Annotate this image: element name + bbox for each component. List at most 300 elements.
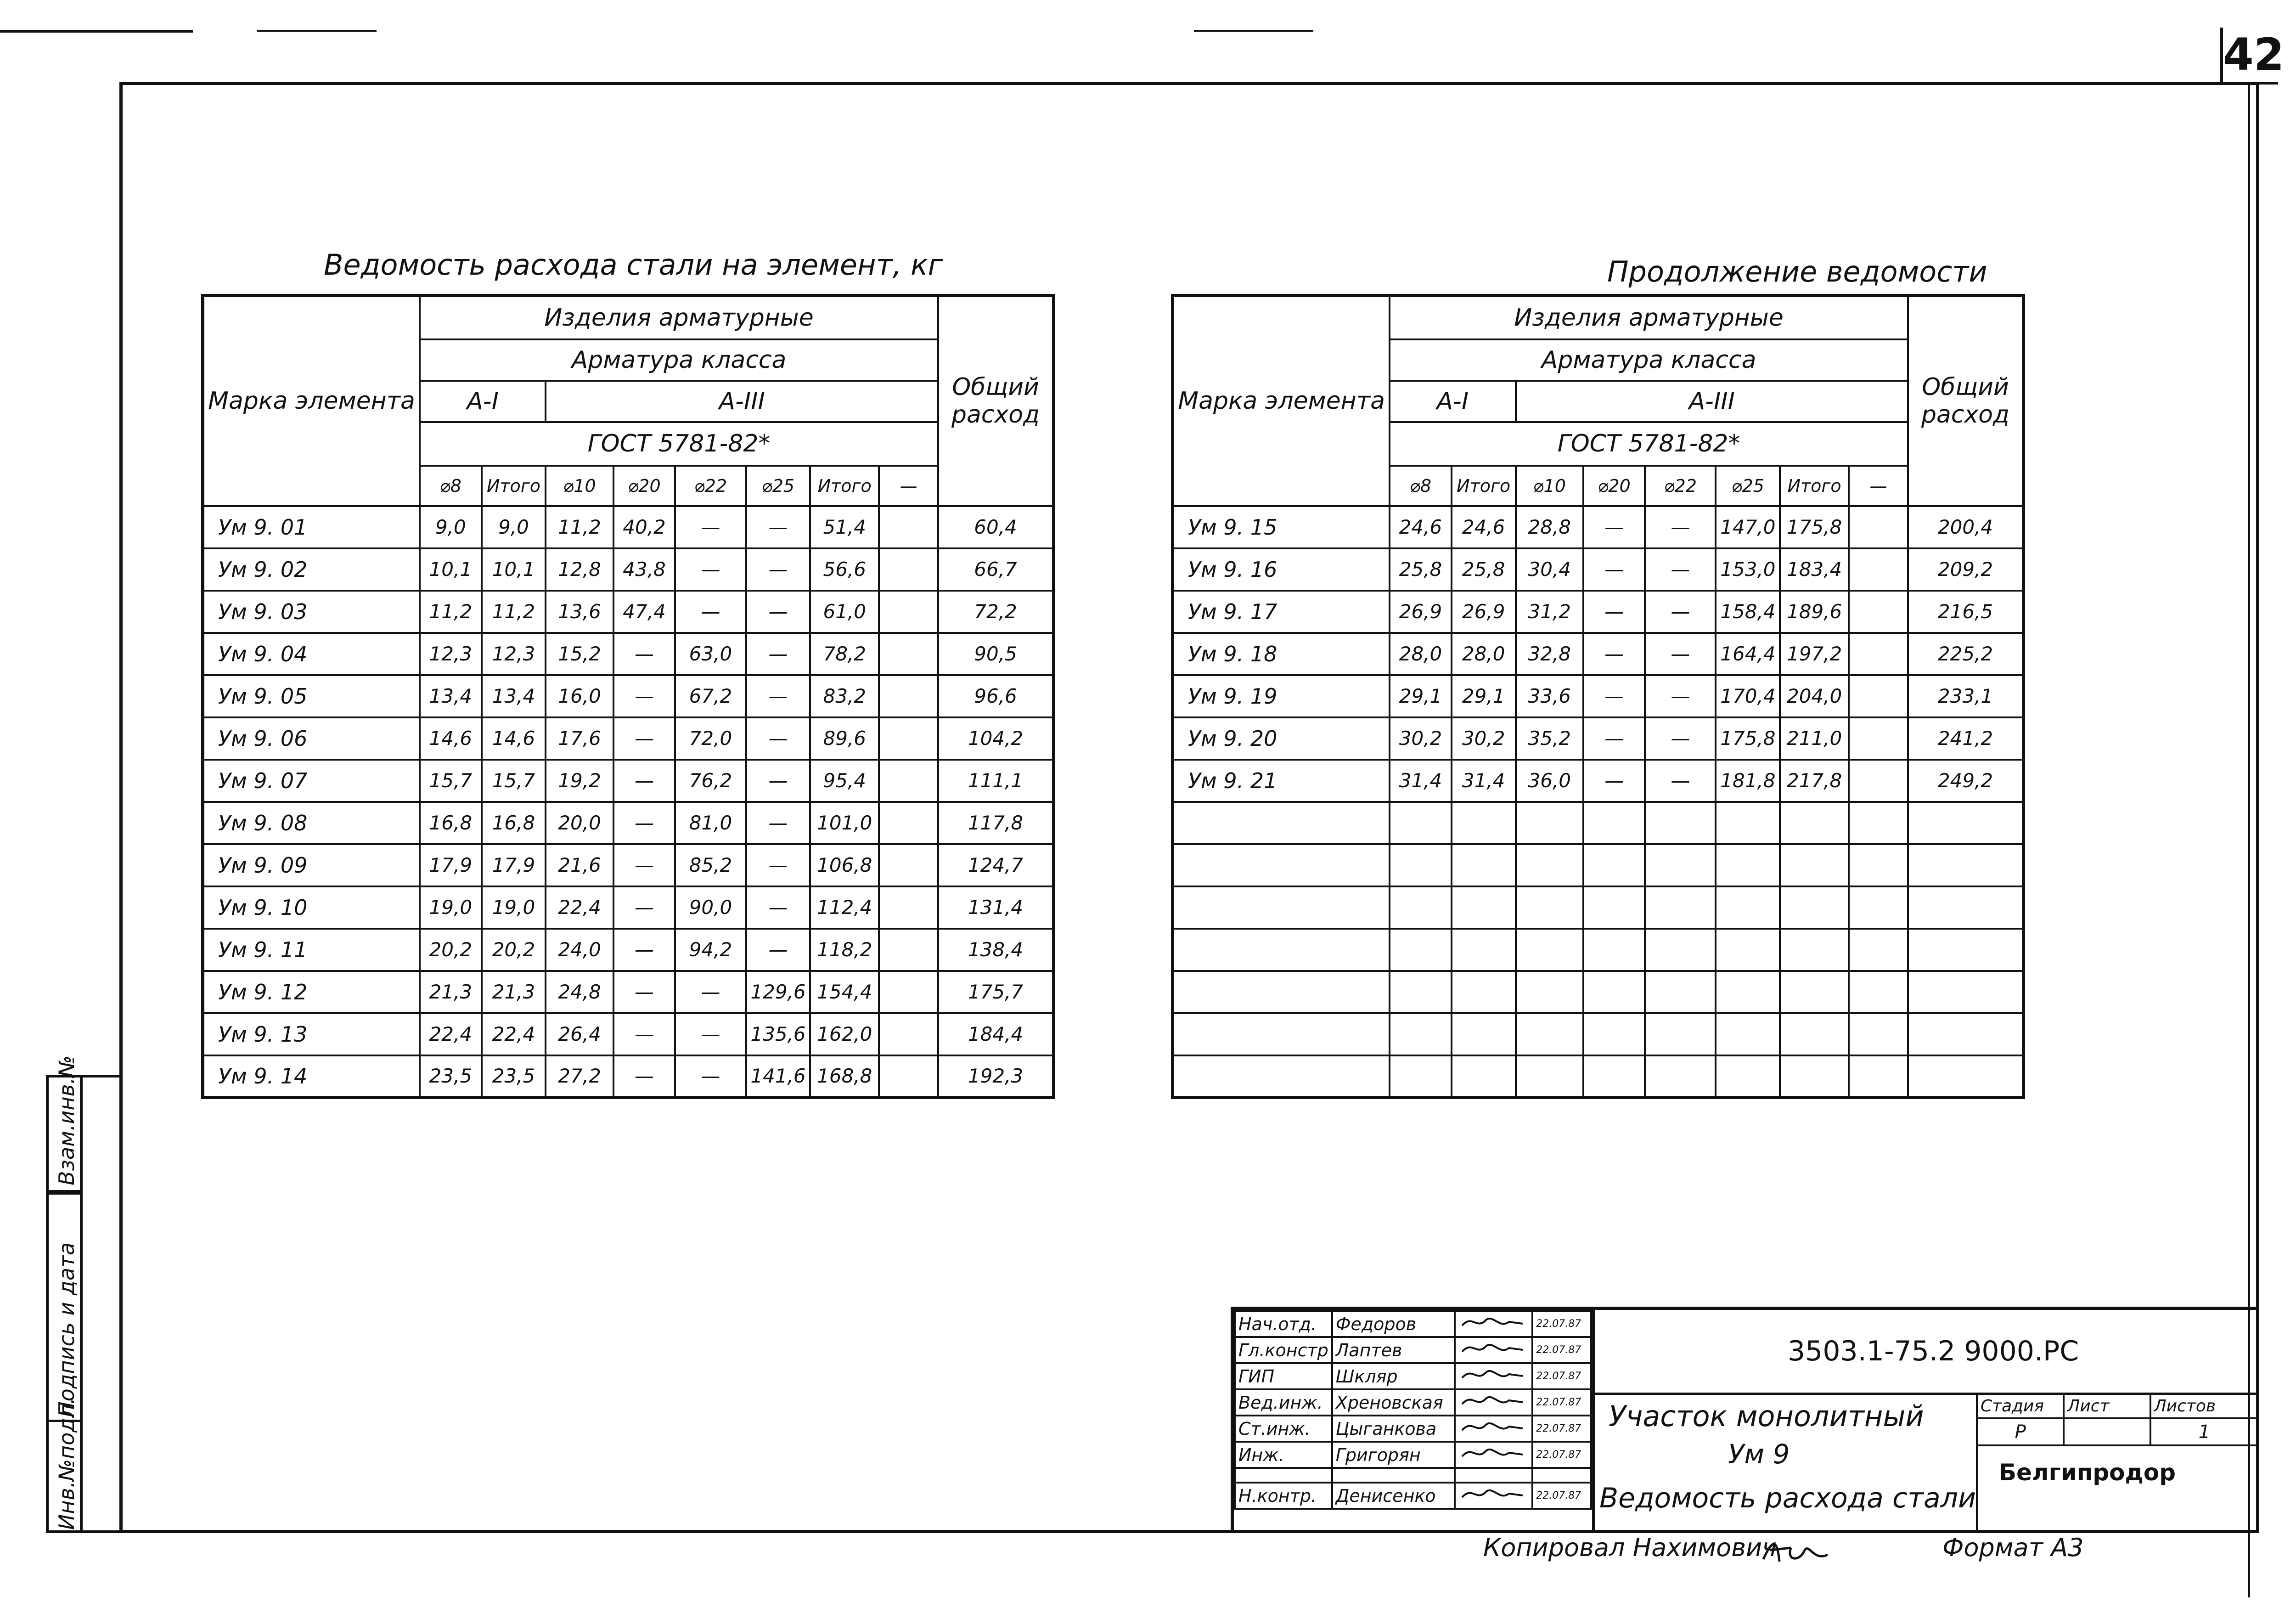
- table-cell: 12,3: [482, 633, 546, 675]
- table-cell: —: [1645, 717, 1716, 760]
- table-cell: 112,4: [810, 886, 879, 929]
- staff-row: [1235, 1416, 1591, 1442]
- element-mark: Ум 9. 07: [203, 760, 420, 802]
- steel-table-right: [1171, 294, 2025, 1099]
- stamp-code-cell: [1595, 1310, 2259, 1395]
- empty-cell: [1908, 802, 2023, 844]
- table-cell: —: [746, 548, 810, 591]
- staff-signature: [1455, 1442, 1532, 1468]
- element-mark: Ум 9. 20: [1173, 717, 1390, 760]
- stamp-name-cell: [1595, 1393, 1978, 1530]
- header-class: Арматура класса: [1390, 339, 1908, 381]
- table-cell: 106,8: [810, 844, 879, 886]
- table-row: [203, 760, 1054, 802]
- table-cell: 175,8: [1780, 506, 1849, 548]
- table-cell: 17,6: [546, 717, 613, 760]
- table-cell: —: [746, 886, 810, 929]
- table-cell: 16,8: [420, 802, 482, 844]
- col-header: —: [879, 466, 938, 506]
- table-cell: —: [746, 802, 810, 844]
- empty-cell: [1645, 802, 1716, 844]
- table-cell: [1849, 633, 1908, 675]
- empty-cell: [1516, 802, 1583, 844]
- steel-table-left: [201, 294, 1055, 1099]
- table-cell: [879, 802, 938, 844]
- empty-cell: [1583, 886, 1645, 929]
- total-value: 72,2: [938, 591, 1053, 633]
- table-cell: [879, 548, 938, 591]
- total-value: 209,2: [1908, 548, 2023, 591]
- signature-icon: [1458, 1390, 1527, 1410]
- empty-cell: [1390, 929, 1452, 971]
- table-row: [1173, 760, 2024, 802]
- empty-cell: [1645, 844, 1716, 886]
- empty-cell: [1390, 1055, 1452, 1098]
- table-cell: 43,8: [613, 548, 675, 591]
- empty-cell: [1173, 1055, 1390, 1098]
- empty-cell: [1452, 971, 1516, 1013]
- table-row: [1173, 548, 2024, 591]
- empty-table-row: [1173, 1055, 2024, 1098]
- table-cell: 101,0: [810, 802, 879, 844]
- total-value: 124,7: [938, 844, 1053, 886]
- total-value: 184,4: [938, 1013, 1053, 1055]
- element-mark: Ум 9. 06: [203, 717, 420, 760]
- table-cell: 19,0: [482, 886, 546, 929]
- table-cell: 26,9: [1452, 591, 1516, 633]
- staff-date: 22.07.87: [1532, 1311, 1591, 1337]
- empty-cell: [1716, 802, 1780, 844]
- staff-role: Нач.отд.: [1235, 1311, 1332, 1337]
- table-cell: 33,6: [1516, 675, 1583, 717]
- side-stamp: [46, 1055, 83, 1533]
- table-row: [1173, 717, 2024, 760]
- table-cell: 61,0: [810, 591, 879, 633]
- table-cell: 81,0: [675, 802, 746, 844]
- empty-cell: [1452, 1013, 1516, 1055]
- table-cell: —: [675, 971, 746, 1013]
- empty-cell: [1173, 844, 1390, 886]
- element-mark: Ум 9. 08: [203, 802, 420, 844]
- total-value: 192,3: [938, 1055, 1053, 1098]
- table-cell: [879, 717, 938, 760]
- table-cell: 40,2: [613, 506, 675, 548]
- empty-cell: [1849, 844, 1908, 886]
- table-cell: —: [613, 1013, 675, 1055]
- element-mark: Ум 9. 18: [1173, 633, 1390, 675]
- empty-cell: [1849, 971, 1908, 1013]
- table-cell: 56,6: [810, 548, 879, 591]
- table-cell: 181,8: [1716, 760, 1780, 802]
- element-mark: Ум 9. 15: [1173, 506, 1390, 548]
- table-cell: 10,1: [482, 548, 546, 591]
- table-cell: 20,2: [482, 929, 546, 971]
- object-mark: Ум 9: [1728, 1438, 1790, 1470]
- empty-cell: [1716, 886, 1780, 929]
- table-cell: 26,9: [1390, 591, 1452, 633]
- empty-cell: [1173, 1013, 1390, 1055]
- col-header: ⌀8: [1390, 466, 1452, 506]
- top-edge-line: [0, 30, 193, 33]
- col-header: Итого: [1780, 466, 1849, 506]
- table-cell: —: [746, 675, 810, 717]
- sheet-number: 42: [2220, 28, 2278, 85]
- empty-cell: [1583, 844, 1645, 886]
- empty-cell: [1583, 802, 1645, 844]
- empty-cell: [1908, 971, 2023, 1013]
- table-cell: 27,2: [546, 1055, 613, 1098]
- total-value: 111,1: [938, 760, 1053, 802]
- empty-cell: [1780, 1013, 1849, 1055]
- table-cell: 154,4: [810, 971, 879, 1013]
- empty-cell: [1716, 971, 1780, 1013]
- staff-date: 22.07.87: [1532, 1389, 1591, 1416]
- table-cell: 19,2: [546, 760, 613, 802]
- table-cell: 141,6: [746, 1055, 810, 1098]
- header-gost: ГОСТ 5781-82*: [1390, 422, 1908, 466]
- table-cell: —: [675, 506, 746, 548]
- staff-role: Вед.инж.: [1235, 1389, 1332, 1416]
- table-cell: 22,4: [546, 886, 613, 929]
- stage-grid: [1976, 1393, 2259, 1446]
- drawing-code: 3503.1-75.2 9000.РС: [1788, 1335, 2079, 1367]
- col-header: ⌀8: [420, 466, 482, 506]
- table-cell: [879, 886, 938, 929]
- table-cell: 13,4: [420, 675, 482, 717]
- table-cell: —: [1645, 506, 1716, 548]
- empty-cell: [1780, 1055, 1849, 1098]
- table-cell: —: [1583, 633, 1645, 675]
- table-cell: 15,2: [546, 633, 613, 675]
- table-cell: 22,4: [482, 1013, 546, 1055]
- header-gost: ГОСТ 5781-82*: [420, 422, 938, 466]
- empty-cell: [1452, 886, 1516, 929]
- table-cell: [1849, 717, 1908, 760]
- table-cell: —: [1645, 633, 1716, 675]
- empty-cell: [1452, 929, 1516, 971]
- table-cell: [1849, 591, 1908, 633]
- table-cell: —: [1583, 548, 1645, 591]
- empty-cell: [1645, 929, 1716, 971]
- table-cell: —: [613, 929, 675, 971]
- staff-name: [1332, 1468, 1455, 1483]
- header-class-a1: А-I: [1390, 381, 1515, 422]
- table-cell: —: [746, 506, 810, 548]
- table-cell: [879, 591, 938, 633]
- staff-name: Хреновская: [1332, 1389, 1455, 1416]
- col-header: Итого: [810, 466, 879, 506]
- header-class-a3: А-III: [1516, 381, 1908, 422]
- table-cell: [1849, 548, 1908, 591]
- empty-cell: [1645, 1055, 1716, 1098]
- signature-icon: [1458, 1416, 1527, 1437]
- stage-label: Стадия: [1977, 1393, 2064, 1418]
- staff-date: [1532, 1468, 1591, 1483]
- empty-cell: [1583, 1055, 1645, 1098]
- empty-cell: [1390, 886, 1452, 929]
- table-cell: —: [613, 717, 675, 760]
- empty-cell: [1908, 1013, 2023, 1055]
- empty-cell: [1908, 844, 2023, 886]
- table-cell: —: [1645, 675, 1716, 717]
- side-label-inventory: Инв.№подл.: [54, 1397, 79, 1530]
- empty-cell: [1390, 1013, 1452, 1055]
- staff-role: [1235, 1468, 1332, 1483]
- table-cell: 23,5: [420, 1055, 482, 1098]
- col-header: ⌀25: [746, 466, 810, 506]
- table-cell: 217,8: [1780, 760, 1849, 802]
- top-edge-line: [257, 30, 377, 32]
- table-cell: 17,9: [420, 844, 482, 886]
- sheet-label: Лист: [2064, 1393, 2150, 1418]
- staff-signature: [1455, 1363, 1532, 1389]
- table-cell: 25,8: [1452, 548, 1516, 591]
- table-cell: 21,3: [420, 971, 482, 1013]
- table-cell: 28,0: [1452, 633, 1516, 675]
- table-cell: —: [1583, 591, 1645, 633]
- copier-signature-icon: [1759, 1534, 1837, 1571]
- header-class-a3: А-III: [546, 381, 938, 422]
- empty-cell: [1849, 929, 1908, 971]
- table-cell: 24,6: [1452, 506, 1516, 548]
- empty-cell: [1780, 886, 1849, 929]
- table-cell: [879, 675, 938, 717]
- table-cell: —: [1645, 591, 1716, 633]
- table-cell: 153,0: [1716, 548, 1780, 591]
- table-cell: 29,1: [1390, 675, 1452, 717]
- table-row: [203, 929, 1054, 971]
- empty-cell: [1583, 1013, 1645, 1055]
- table-cell: 20,0: [546, 802, 613, 844]
- empty-cell: [1516, 971, 1583, 1013]
- table-cell: 30,2: [1452, 717, 1516, 760]
- table-cell: —: [746, 717, 810, 760]
- table-cell: —: [675, 1013, 746, 1055]
- element-mark: Ум 9. 19: [1173, 675, 1390, 717]
- sheets-label: Листов: [2150, 1393, 2258, 1418]
- object-name: Участок монолитный: [1609, 1399, 1924, 1433]
- total-value: 225,2: [1908, 633, 2023, 675]
- table-cell: 32,8: [1516, 633, 1583, 675]
- empty-cell: [1908, 929, 2023, 971]
- total-value: 249,2: [1908, 760, 2023, 802]
- total-value: 175,7: [938, 971, 1053, 1013]
- empty-cell: [1452, 802, 1516, 844]
- table-cell: —: [746, 929, 810, 971]
- element-mark: Ум 9. 03: [203, 591, 420, 633]
- empty-table-row: [1173, 1013, 2024, 1055]
- table-cell: 183,4: [1780, 548, 1849, 591]
- header-mark: Марка элемента: [203, 296, 420, 506]
- table-cell: 189,6: [1780, 591, 1849, 633]
- paper-format: Формат А3: [1942, 1533, 2084, 1562]
- table-cell: [879, 506, 938, 548]
- table-cell: [879, 929, 938, 971]
- empty-table-row: [1173, 886, 2024, 929]
- table-cell: 19,0: [420, 886, 482, 929]
- side-label-signature: Подпись и дата: [54, 1242, 79, 1417]
- table-row: [1173, 506, 2024, 548]
- empty-cell: [1780, 802, 1849, 844]
- copied-by: Копировал Нахимович: [1483, 1533, 1777, 1562]
- empty-table-row: [1173, 802, 2024, 844]
- signature-icon: [1458, 1338, 1527, 1358]
- total-value: 117,8: [938, 802, 1053, 844]
- table-row: [1173, 591, 2024, 633]
- table-row: [203, 591, 1054, 633]
- table-cell: 10,1: [420, 548, 482, 591]
- table-cell: 23,5: [482, 1055, 546, 1098]
- table-row: [203, 802, 1054, 844]
- empty-cell: [1645, 886, 1716, 929]
- staff-signature: [1455, 1468, 1532, 1483]
- total-value: 241,2: [1908, 717, 2023, 760]
- total-value: 90,5: [938, 633, 1053, 675]
- empty-cell: [1516, 844, 1583, 886]
- total-value: 216,5: [1908, 591, 2023, 633]
- table-cell: 24,0: [546, 929, 613, 971]
- table-cell: —: [613, 633, 675, 675]
- table-cell: 175,8: [1716, 717, 1780, 760]
- empty-cell: [1849, 886, 1908, 929]
- table-cell: 11,2: [546, 506, 613, 548]
- table-cell: 118,2: [810, 929, 879, 971]
- table-cell: 21,3: [482, 971, 546, 1013]
- table-cell: 63,0: [675, 633, 746, 675]
- staff-row: [1235, 1337, 1591, 1363]
- table-cell: —: [613, 675, 675, 717]
- total-value: 104,2: [938, 717, 1053, 760]
- element-mark: Ум 9. 01: [203, 506, 420, 548]
- table-cell: 89,6: [810, 717, 879, 760]
- table-cell: [879, 1013, 938, 1055]
- table-cell: 90,0: [675, 886, 746, 929]
- col-header: ⌀10: [546, 466, 613, 506]
- table-row: [203, 844, 1054, 886]
- table-cell: 164,4: [1716, 633, 1780, 675]
- header-total: Общий расход: [1908, 296, 2023, 506]
- staff-name: Цыганкова: [1332, 1416, 1455, 1442]
- table-row: [203, 717, 1054, 760]
- staff-signature: [1455, 1311, 1532, 1337]
- empty-cell: [1452, 1055, 1516, 1098]
- sheet-value: [2064, 1418, 2150, 1445]
- staff-signature: [1455, 1337, 1532, 1363]
- table-cell: —: [746, 633, 810, 675]
- title-block: [1231, 1307, 2259, 1533]
- staff-role: Ст.инж.: [1235, 1416, 1332, 1442]
- empty-cell: [1173, 971, 1390, 1013]
- table-cell: 31,2: [1516, 591, 1583, 633]
- table-row: [203, 971, 1054, 1013]
- col-header: Итого: [482, 466, 546, 506]
- table-cell: 30,2: [1390, 717, 1452, 760]
- table-row: [203, 1055, 1054, 1098]
- side-cell-replaced: [49, 1055, 80, 1192]
- organization: Белгипродор: [1999, 1459, 2176, 1486]
- table-cell: [1849, 675, 1908, 717]
- total-value: 131,4: [938, 886, 1053, 929]
- staff-role: Н.контр.: [1235, 1483, 1332, 1509]
- total-value: 138,4: [938, 929, 1053, 971]
- empty-cell: [1516, 886, 1583, 929]
- table-cell: 24,6: [1390, 506, 1452, 548]
- element-mark: Ум 9. 10: [203, 886, 420, 929]
- table-cell: —: [746, 760, 810, 802]
- empty-cell: [1780, 844, 1849, 886]
- table-cell: 9,0: [420, 506, 482, 548]
- col-header: ⌀25: [1716, 466, 1780, 506]
- table-cell: —: [746, 844, 810, 886]
- col-header: ⌀10: [1516, 466, 1583, 506]
- table-cell: —: [1645, 760, 1716, 802]
- table-cell: 15,7: [482, 760, 546, 802]
- table-cell: 162,0: [810, 1013, 879, 1055]
- total-value: 96,6: [938, 675, 1053, 717]
- total-value: 200,4: [1908, 506, 2023, 548]
- signature-icon: [1458, 1484, 1527, 1504]
- staff-role: Гл.констр: [1235, 1337, 1332, 1363]
- table-cell: 147,0: [1716, 506, 1780, 548]
- table-cell: 21,6: [546, 844, 613, 886]
- table-cell: 13,4: [482, 675, 546, 717]
- total-value: 233,1: [1908, 675, 2023, 717]
- total-value: 66,7: [938, 548, 1053, 591]
- table-cell: 204,0: [1780, 675, 1849, 717]
- table-cell: —: [1645, 548, 1716, 591]
- table-row: [1173, 675, 2024, 717]
- staff-name: Григорян: [1332, 1442, 1455, 1468]
- table-cell: —: [613, 971, 675, 1013]
- table-cell: [1849, 506, 1908, 548]
- table-cell: —: [1583, 760, 1645, 802]
- table-cell: 14,6: [420, 717, 482, 760]
- element-mark: Ум 9. 14: [203, 1055, 420, 1098]
- element-mark: Ум 9. 17: [1173, 591, 1390, 633]
- right-table-title: Продолжение ведомости: [1607, 255, 1987, 288]
- table-cell: [879, 633, 938, 675]
- table-cell: 29,1: [1452, 675, 1516, 717]
- staff-date: 22.07.87: [1532, 1483, 1591, 1509]
- element-mark: Ум 9. 21: [1173, 760, 1390, 802]
- empty-cell: [1173, 886, 1390, 929]
- top-edge-line: [1194, 30, 1313, 32]
- table-cell: —: [675, 548, 746, 591]
- table-cell: —: [613, 886, 675, 929]
- table-cell: 135,6: [746, 1013, 810, 1055]
- col-header: ⌀20: [613, 466, 675, 506]
- element-mark: Ум 9. 02: [203, 548, 420, 591]
- table-cell: 95,4: [810, 760, 879, 802]
- table-row: [1173, 633, 2024, 675]
- table-cell: 72,0: [675, 717, 746, 760]
- empty-cell: [1645, 1013, 1716, 1055]
- element-mark: Ум 9. 09: [203, 844, 420, 886]
- table-cell: 94,2: [675, 929, 746, 971]
- table-cell: —: [746, 591, 810, 633]
- table-cell: 28,0: [1390, 633, 1452, 675]
- table-cell: —: [1583, 675, 1645, 717]
- staff-row: [1235, 1442, 1591, 1468]
- empty-cell: [1452, 844, 1516, 886]
- table-cell: 16,8: [482, 802, 546, 844]
- col-header: ⌀22: [1645, 466, 1716, 506]
- signature-icon: [1458, 1312, 1527, 1332]
- empty-cell: [1583, 929, 1645, 971]
- table-cell: 12,3: [420, 633, 482, 675]
- staff-row: [1235, 1311, 1591, 1337]
- element-mark: Ум 9. 11: [203, 929, 420, 971]
